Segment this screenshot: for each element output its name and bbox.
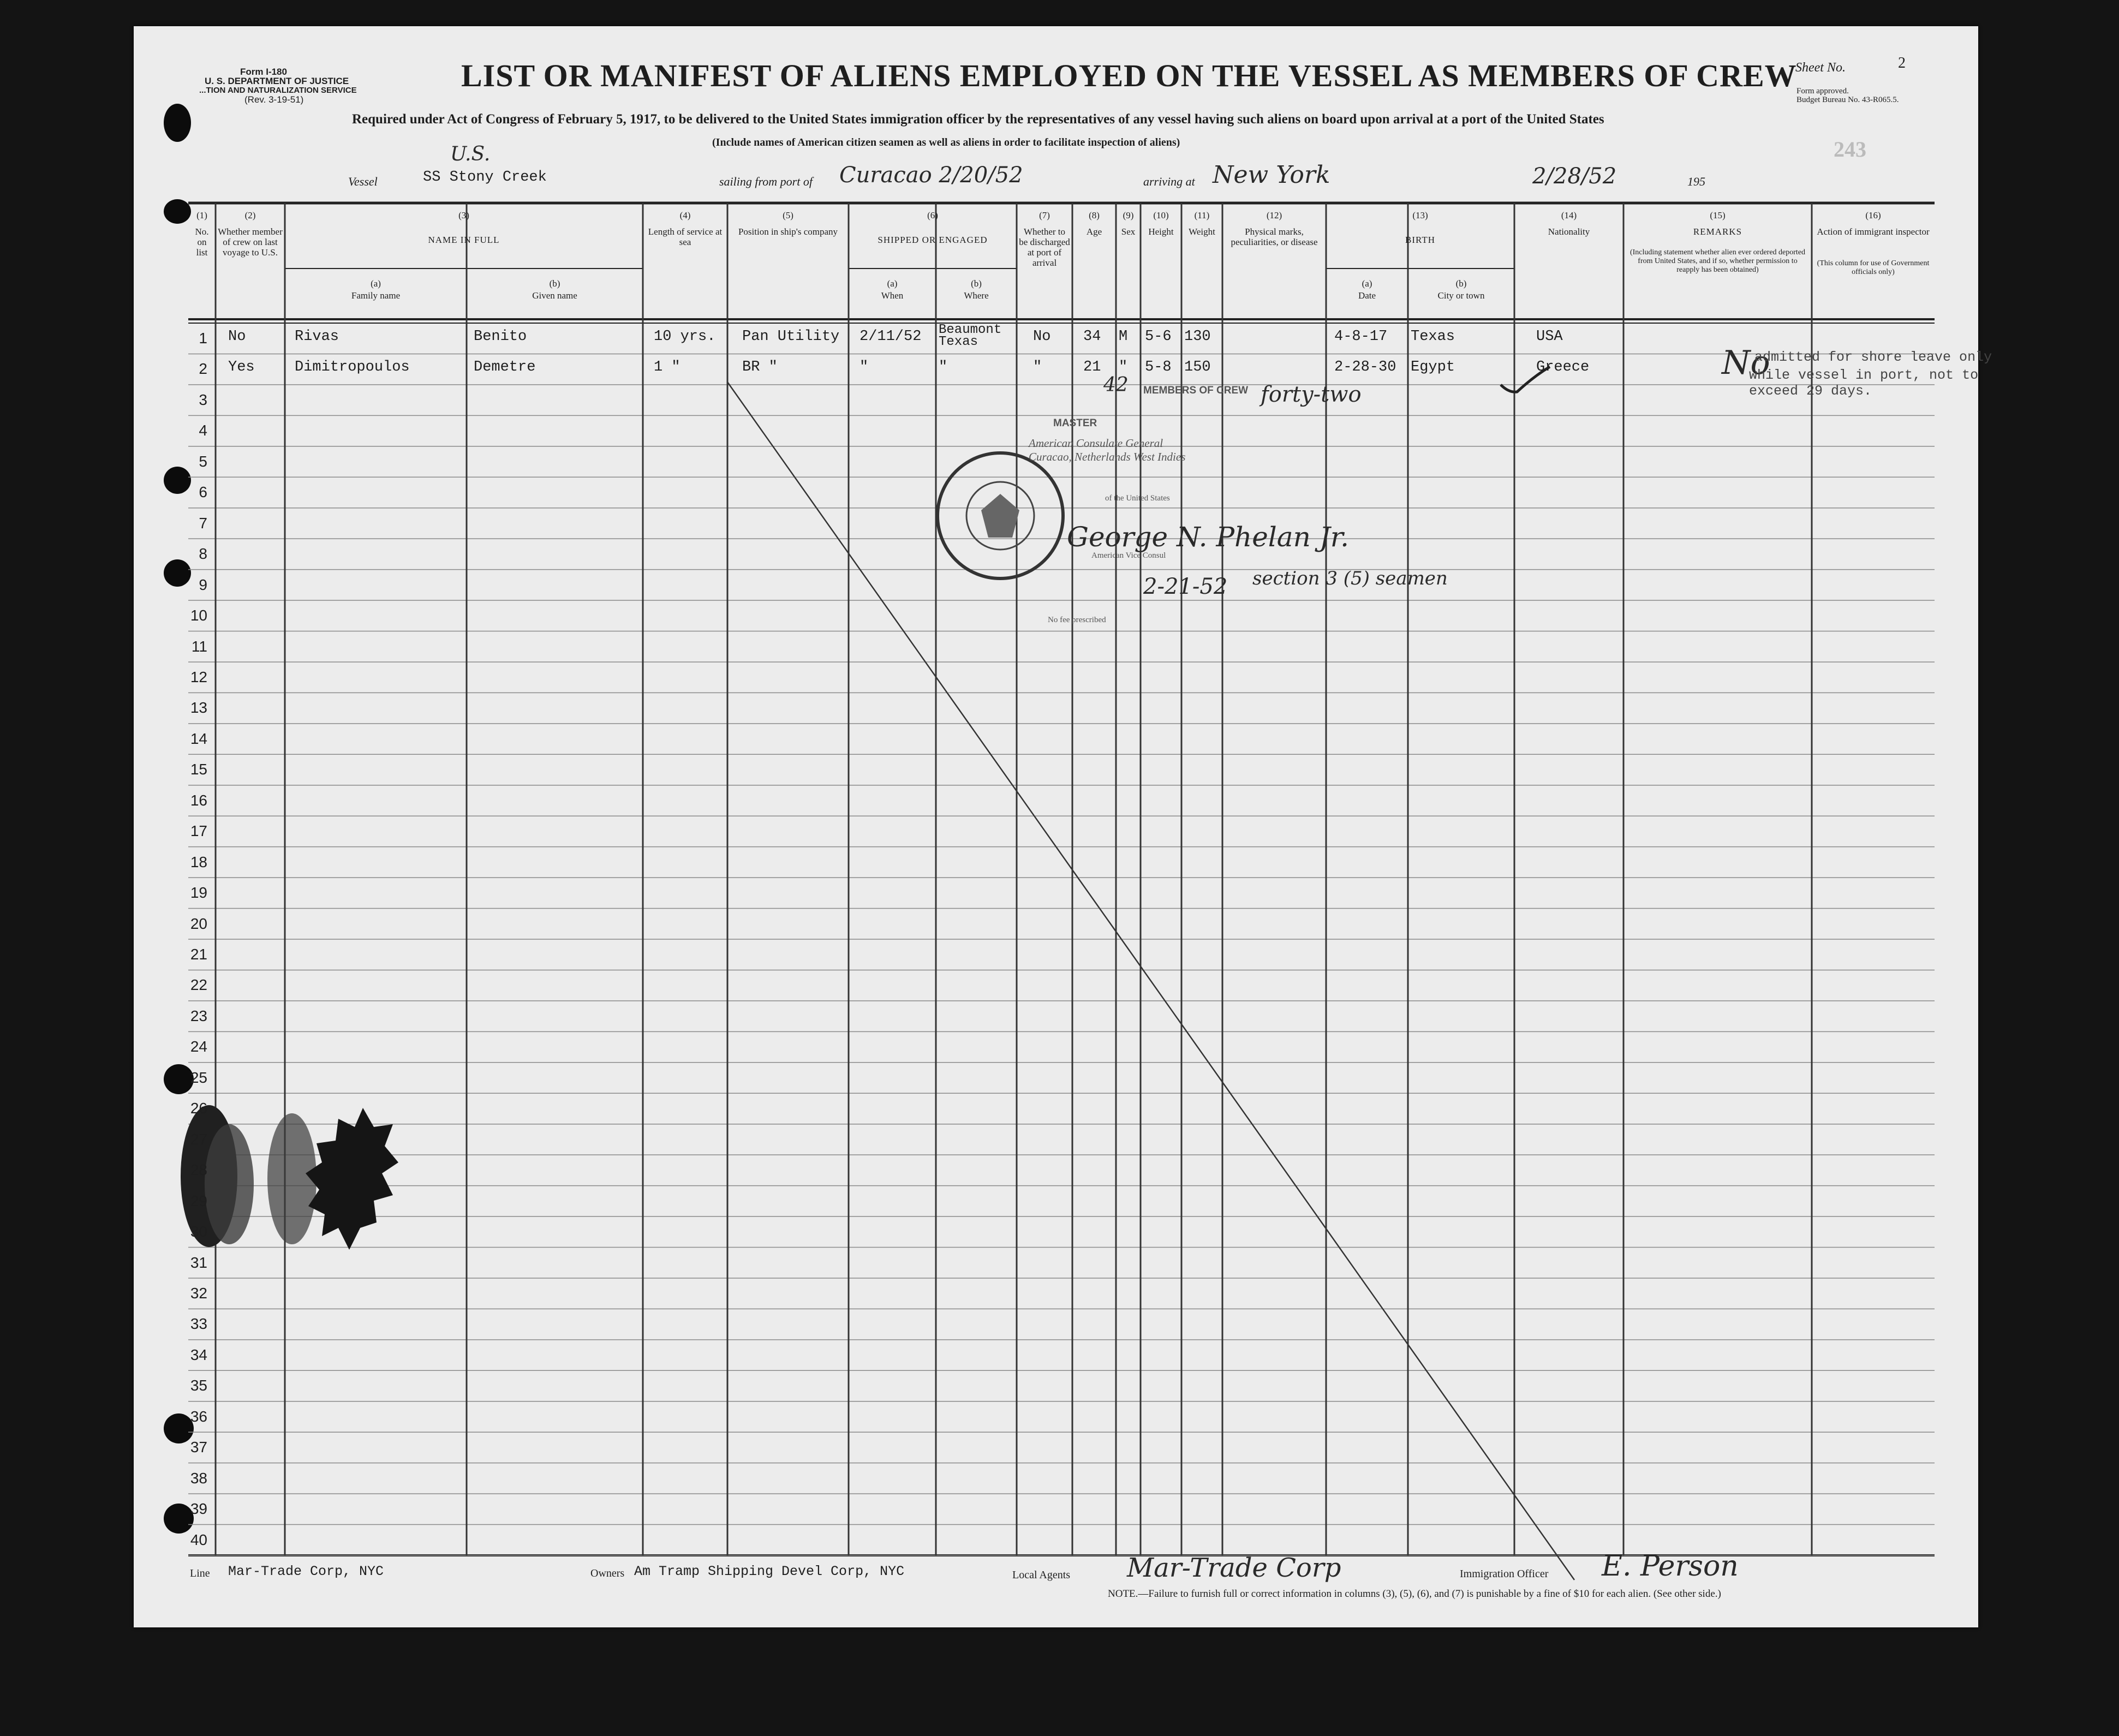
cell-birth-date: 2-28-30 xyxy=(1334,359,1396,376)
cell-nationality: USA xyxy=(1536,329,1563,345)
row-number: 11 xyxy=(191,637,207,655)
subcolumn-b-label: Where xyxy=(964,290,989,301)
column-number: (16) xyxy=(1865,210,1881,220)
column-header-c1: No. on list xyxy=(195,226,209,258)
row-number: 37 xyxy=(190,1439,207,1456)
column-number: (3) xyxy=(458,210,469,220)
sailing-port: Curacao 2/20/52 xyxy=(839,163,1023,188)
cell-sex: M xyxy=(1119,329,1128,345)
row-number: 18 xyxy=(190,853,207,870)
remarks-line-1: admitted for shore leave only xyxy=(1754,349,1992,365)
consul-title: American Vice Consul xyxy=(1091,551,1166,560)
subcolumn-b-label: City or town xyxy=(1437,290,1485,301)
subcolumn-a-label: When xyxy=(881,290,904,301)
column-number: (13) xyxy=(1412,210,1428,220)
row-number: 35 xyxy=(190,1377,207,1394)
column-header-c4: Length of service at sea xyxy=(648,226,723,247)
form-number: Form I-180 xyxy=(240,67,287,77)
line-label: Line xyxy=(190,1567,210,1579)
fee-note: No fee prescribed xyxy=(1048,616,1106,624)
cell-where: " xyxy=(939,359,948,376)
officer-signature: E. Person xyxy=(1602,1550,1739,1583)
row-number: 17 xyxy=(190,822,207,840)
row-number: 6 xyxy=(199,484,207,501)
row-number: 1 xyxy=(199,330,207,347)
service-name: ...TION AND NATURALIZATION SERVICE xyxy=(199,86,357,95)
arriving-port: New York xyxy=(1213,161,1330,189)
subcolumn-a-num: (a) xyxy=(371,278,381,289)
row-number: 15 xyxy=(190,761,207,778)
row-number: 5 xyxy=(199,452,207,470)
row-number: 28 xyxy=(190,1161,207,1179)
column-number: (1) xyxy=(196,210,207,220)
column-number: (11) xyxy=(1194,210,1210,220)
consulate-line-2: Curacao, Netherlands West Indies xyxy=(1029,450,1186,463)
cell-age: 21 xyxy=(1083,359,1101,376)
cell-nationality: Greece xyxy=(1536,359,1590,376)
line-value: Mar-Trade Corp, NYC xyxy=(228,1564,384,1579)
cell-when: " xyxy=(859,359,869,376)
column-header-c2: Whether member of crew on last voyage to U.S. xyxy=(218,226,283,258)
cell-sex: " xyxy=(1119,359,1128,376)
column-number: (15) xyxy=(1710,210,1726,220)
subcolumn-a-num: (a) xyxy=(887,278,898,289)
subcolumn-b-num: (b) xyxy=(1455,278,1467,289)
column-header-c6: SHIPPED OR ENGAGED xyxy=(878,235,988,245)
row-number: 27 xyxy=(190,1130,207,1148)
section-note: section 3 (5) seamen xyxy=(1252,568,1448,589)
form-revision: (Rev. 3-19-51) xyxy=(244,94,304,105)
consular-seal xyxy=(938,453,1063,578)
cell-position: BR " xyxy=(742,359,778,376)
column-note-c15: (Including statement whether alien ever ordered deported from United States, and if so, whether permission to reapply has been obtained) xyxy=(1629,248,1806,274)
consulate-line-1: American Consulate General xyxy=(1029,437,1163,450)
footer-note: NOTE.—Failure to furnish full or correct information in columns (3), (5), (6), and (7) is punishable by a fine of $10 for each alien. (See other side.) xyxy=(1108,1588,1721,1600)
row-number: 12 xyxy=(190,668,207,685)
remarks-line-2: while vessel in port, not to xyxy=(1749,367,1979,383)
column-number: (9) xyxy=(1123,210,1134,220)
vessel-name: SS Stony Creek xyxy=(423,169,547,186)
column-header-c12: Physical marks, peculiarities, or disease xyxy=(1231,226,1318,247)
row-number: 10 xyxy=(190,607,207,624)
cell-given: Benito xyxy=(474,329,527,345)
row-number: 24 xyxy=(190,1038,207,1055)
column-number: (2) xyxy=(244,210,256,220)
stamp-number: 243 xyxy=(1834,137,1866,162)
cell-weight: 130 xyxy=(1184,329,1211,345)
cell-height: 5-8 xyxy=(1145,359,1172,376)
row-number: 34 xyxy=(190,1346,207,1363)
row-number: 36 xyxy=(190,1407,207,1425)
sheet-label: Sheet No. xyxy=(1795,61,1846,75)
stamp-members: MEMBERS OF CREW xyxy=(1143,385,1249,396)
subcolumn-a-label: Family name xyxy=(351,290,401,301)
row-number: 3 xyxy=(199,391,207,408)
subcolumn-b-num: (b) xyxy=(971,278,982,289)
include-text: (Include names of American citizen seamen as well as aliens in order to facilitate inspection of aliens) xyxy=(712,136,1180,148)
column-header-c9: Sex xyxy=(1121,226,1136,237)
sailing-label: sailing from port of xyxy=(719,175,813,188)
row-number: 39 xyxy=(190,1500,207,1518)
officer-label: Immigration Officer xyxy=(1460,1568,1549,1580)
row-number: 25 xyxy=(190,1069,207,1086)
row-number: 23 xyxy=(190,1007,207,1024)
remarks-handwritten: No xyxy=(1722,344,1770,382)
cell-discharged: No xyxy=(1033,329,1051,345)
budget-bureau: Budget Bureau No. 43-R065.5. xyxy=(1796,96,1899,104)
row-number: 38 xyxy=(190,1469,207,1487)
column-number: (10) xyxy=(1153,210,1169,220)
row-number: 13 xyxy=(190,699,207,717)
row-number: 33 xyxy=(190,1315,207,1333)
subcolumn-b-label: Given name xyxy=(532,290,577,301)
row-number: 20 xyxy=(190,915,207,932)
column-number: (4) xyxy=(679,210,691,220)
column-header-c16: Action of immigrant inspector xyxy=(1817,226,1930,237)
cell-family: Dimitropoulos xyxy=(295,359,410,376)
column-header-c15: REMARKS xyxy=(1693,226,1742,237)
agents-value: Mar-Trade Corp xyxy=(1127,1553,1341,1583)
row-number: 19 xyxy=(190,884,207,902)
row-number: 2 xyxy=(199,360,207,378)
column-header-c13: BIRTH xyxy=(1405,235,1435,245)
crew-count-words: forty-two xyxy=(1261,382,1362,407)
column-header-c5: Position in ship's company xyxy=(738,226,838,237)
crew-count: 42 xyxy=(1103,374,1129,396)
column-header-c3: NAME IN FULL xyxy=(428,235,500,245)
row-number: 8 xyxy=(199,545,207,563)
page-title: LIST OR MANIFEST OF ALIENS EMPLOYED ON THE VESSEL AS MEMBERS OF CREW xyxy=(461,58,1797,93)
row-number: 16 xyxy=(190,791,207,809)
cell-service: 10 yrs. xyxy=(654,329,716,345)
row-number: 29 xyxy=(190,1192,207,1209)
column-header-c7: Whether to be discharged at port of arrival xyxy=(1019,226,1070,268)
row-number: 21 xyxy=(190,946,207,963)
cell-birth-city: Texas xyxy=(1411,329,1455,345)
cell-birth-date: 4-8-17 xyxy=(1334,329,1388,345)
cell-family: Rivas xyxy=(295,329,339,345)
cell-last-voyage: No xyxy=(228,329,246,345)
cell-given: Demetre xyxy=(474,359,536,376)
cell-height: 5-6 xyxy=(1145,329,1172,345)
column-header-c11: Weight xyxy=(1189,226,1215,237)
cell-weight: 150 xyxy=(1184,359,1211,376)
row-number: 22 xyxy=(190,976,207,994)
department: U. S. DEPARTMENT OF JUSTICE xyxy=(205,76,349,86)
cell-age: 34 xyxy=(1083,329,1101,345)
row-number: 31 xyxy=(190,1254,207,1271)
owners-value: Am Tramp Shipping Devel Corp, NYC xyxy=(634,1564,905,1579)
cell-service: 1 " xyxy=(654,359,681,376)
arriving-date: 2/28/52 xyxy=(1532,164,1617,189)
wax-seal xyxy=(181,1105,398,1250)
cell-last-voyage: Yes xyxy=(228,359,255,376)
subcolumn-a-label: Date xyxy=(1358,290,1376,301)
cell-where: Beaumont Texas xyxy=(939,323,1002,349)
row-number: 4 xyxy=(199,422,207,439)
cell-birth-city: Egypt xyxy=(1411,359,1455,376)
subcolumn-b-num: (b) xyxy=(549,278,560,289)
owners-label: Owners xyxy=(590,1567,625,1579)
cell-when: 2/11/52 xyxy=(859,329,922,345)
row-number: 30 xyxy=(190,1223,207,1240)
column-note-c16: (This column for use of Government officials only) xyxy=(1817,259,1930,276)
row-number: 32 xyxy=(190,1284,207,1302)
row-number: 26 xyxy=(190,1100,207,1117)
column-number: (14) xyxy=(1561,210,1577,220)
row-number: 7 xyxy=(199,514,207,532)
row-number: 40 xyxy=(190,1531,207,1548)
column-number: (12) xyxy=(1266,210,1282,220)
stamp-master: MASTER xyxy=(1053,417,1097,429)
vessel-prefix: U.S. xyxy=(450,143,491,165)
column-number: (6) xyxy=(927,210,938,220)
row-number: 9 xyxy=(199,576,207,593)
cell-position: Pan Utility xyxy=(742,329,840,345)
column-number: (7) xyxy=(1039,210,1050,220)
subcolumn-a-num: (a) xyxy=(1362,278,1372,289)
form-approved: Form approved. xyxy=(1796,87,1849,96)
arriving-label: arriving at xyxy=(1143,175,1195,188)
column-header-c10: Height xyxy=(1148,226,1174,237)
column-number: (5) xyxy=(783,210,793,220)
row-number: 14 xyxy=(190,730,207,747)
cell-discharged: " xyxy=(1033,359,1042,376)
column-header-c14: Nationality xyxy=(1548,226,1590,237)
column-number: (8) xyxy=(1089,210,1100,220)
vessel-label: Vessel xyxy=(348,175,378,188)
agents-label: Local Agents xyxy=(1012,1569,1071,1581)
consul-of-us: of the United States xyxy=(1105,494,1170,503)
remarks-line-3: exceed 29 days. xyxy=(1749,383,1872,399)
stamp-date: 2-21-52 xyxy=(1143,574,1228,599)
consul-signature: George N. Phelan Jr. xyxy=(1067,521,1350,553)
column-header-c8: Age xyxy=(1086,226,1102,237)
year-suffix: 195 xyxy=(1687,175,1705,188)
required-text: Required under Act of Congress of February 5, 1917, to be delivered to the United States immigration officer by the representatives of any vessel having such aliens on board upon arrival at a port of the United States xyxy=(352,112,1604,127)
sheet-number: 2 xyxy=(1898,55,1906,71)
